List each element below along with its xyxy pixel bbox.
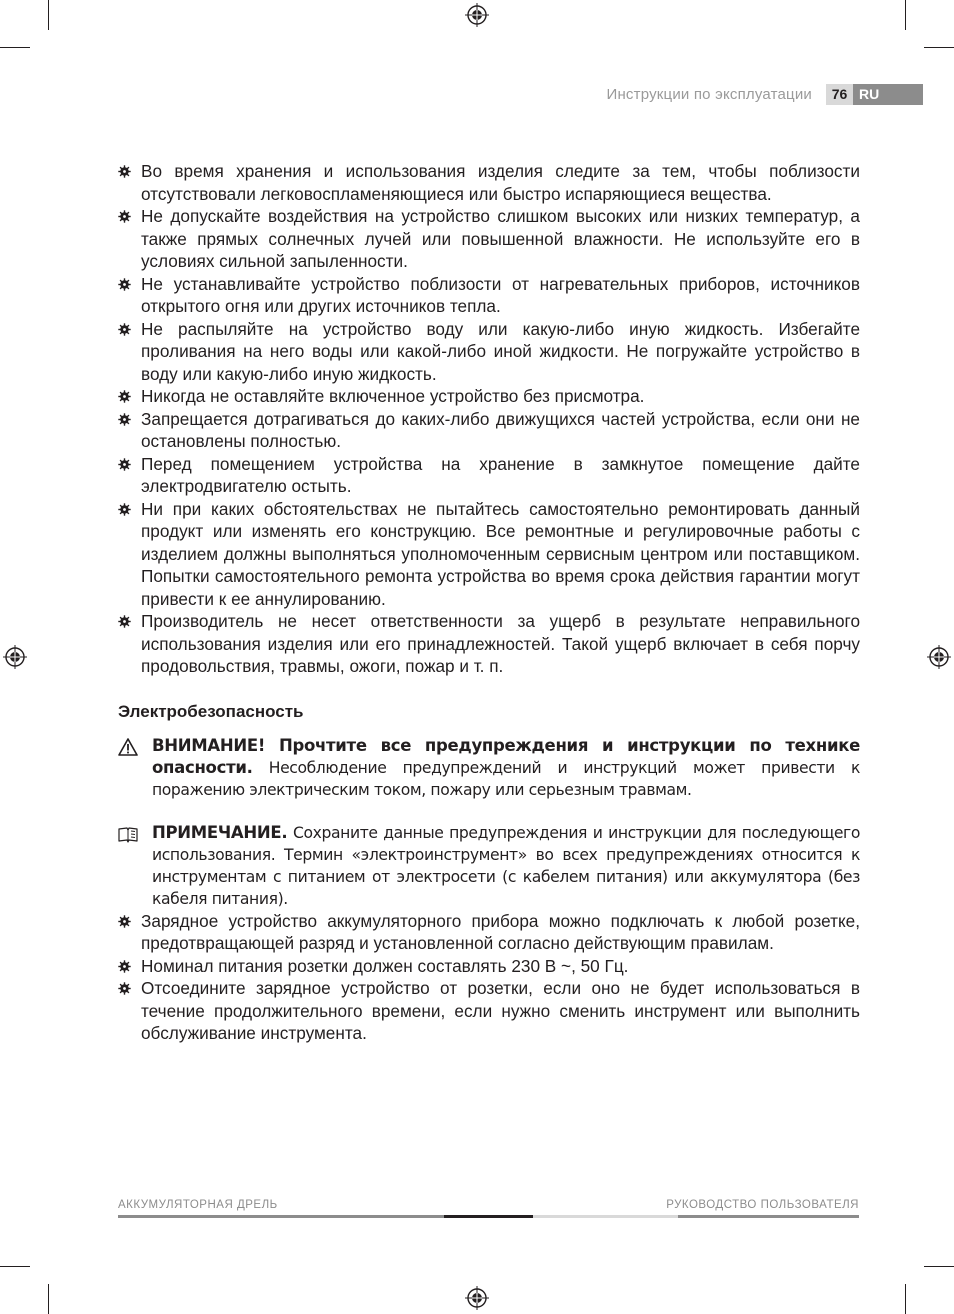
crop-mark: [0, 1266, 30, 1267]
list-item-text: Запрещается дотрагиваться до каких-либо движущихся частей устройства, если они не остановлены полностью.: [141, 408, 860, 451]
list-item: [118, 385, 860, 408]
bullet-icon: [118, 413, 131, 426]
page-number: 76: [826, 84, 853, 105]
registration-mark-icon: [465, 1286, 489, 1310]
list-item: [118, 408, 860, 453]
list-item: [118, 273, 860, 318]
section-title: Электробезопасность: [118, 701, 304, 721]
main-content: [118, 160, 860, 1045]
crop-mark: [924, 47, 954, 48]
registration-mark-icon: [927, 645, 951, 669]
footer-manual: РУКОВОДСТВО ПОЛЬЗОВАТЕЛЯ: [666, 1199, 859, 1211]
crop-mark: [924, 1266, 954, 1267]
list-item-text: Ни при каких обстоятельствах не пытайтесь самостоятельно ремонтировать данный продукт или изменять его конструкцию. Все ремонтные и регулировочные работы с изделием должны выполняться уполномоченным сервисным центром или поставщиком. Попытки самостоятельного ремонта устройства во время срока действия гарантии могут привести к ее аннулированию.: [141, 498, 860, 609]
list-item-text: Не устанавливайте устройство поблизости от нагревательных приборов, источников открытого огня или других источников тепла.: [141, 273, 860, 316]
bullet-icon: [118, 278, 131, 291]
note-notice: [118, 822, 860, 910]
bullet-icon: [118, 982, 131, 995]
list-item: [118, 955, 860, 978]
warning-triangle-icon: [118, 738, 138, 756]
footer-bar-gap: [533, 1215, 678, 1218]
bullet-icon: [118, 210, 131, 223]
note-lead: ПРИМЕЧАНИЕ.: [152, 822, 288, 842]
list-item-text: Номинал питания розетки должен составлять 230 В ~, 50 Гц.: [141, 955, 629, 976]
safety-list-top: [118, 160, 860, 678]
registration-mark-icon: [3, 645, 27, 669]
note-text: Сохраните данные предупреждения и инструкции для последующего использования. Термин «электроинструмент» во всех предупреждениях относится к инструментам с питанием от электросети (с кабелем питания) или аккумулятора (без кабеля питания).: [152, 823, 860, 908]
registration-mark-icon: [465, 3, 489, 27]
list-item-text: Перед помещением устройства на хранение в замкнутое помещение дайте электродвигателю остыть.: [141, 453, 860, 496]
list-item-text: Зарядное устройство аккумуляторного прибора можно подключать к любой розетке, предотвращающей разряд и установленной согласно действующим правилам.: [141, 910, 860, 953]
crop-mark: [48, 1284, 49, 1314]
warning-lead: ВНИМАНИЕ! Прочтите все предупреждения и инструкции по технике опасности.: [152, 735, 860, 777]
crop-mark: [905, 1284, 906, 1314]
list-item: [118, 910, 860, 955]
list-item-text: Не распыляйте на устройство воду или какую-либо иную жидкость. Избегайте проливания на него воды или какой-либо иной жидкости. Не погружайте устройство в воду или какую-либо иную жидкость.: [141, 318, 860, 384]
list-item: [118, 977, 860, 1045]
list-item: [118, 498, 860, 611]
list-item-text: Производитель не несет ответственности за ущерб в результате неправильного использования изделия или его принадлежностей. Такой ущерб включает в себя порчу продовольствия, травмы, ожоги, пожар и т. п.: [141, 611, 860, 676]
list-item: [118, 205, 860, 273]
list-item: [118, 160, 860, 205]
list-item: [118, 453, 860, 498]
bullet-icon: [118, 503, 131, 516]
bullet-icon: [118, 458, 131, 471]
crop-mark: [0, 47, 30, 48]
footer-bar-left: [118, 1215, 444, 1218]
safety-list-bottom: [118, 910, 860, 1045]
list-item: [118, 318, 860, 386]
bullet-icon: [118, 915, 131, 928]
language-code: RU: [853, 84, 923, 105]
bullet-icon: [118, 390, 131, 403]
list-item-text: Отсоедините зарядное устройство от розетки, если оно не будет использоваться в течение продолжительного времени, если нужно сменить инструмент или выполнить обслуживание инструмента.: [141, 978, 860, 1043]
bullet-icon: [118, 165, 131, 178]
warning-notice: [118, 735, 860, 801]
footer-bar-right: [678, 1215, 859, 1218]
page-badge: [826, 84, 923, 105]
footer-product: АККУМУЛЯТОРНАЯ ДРЕЛЬ: [118, 1199, 278, 1211]
bullet-icon: [118, 960, 131, 973]
bullet-icon: [118, 323, 131, 336]
list-item-text: Во время хранения и использования изделия следите за тем, чтобы поблизости отсутствовали легковоспламеняющиеся или быстро испаряющиеся вещества.: [141, 161, 860, 204]
crop-mark: [48, 0, 49, 30]
bullet-icon: [118, 615, 131, 628]
list-item-text: Не допускайте воздействия на устройство слишком высоких или низких температур, а также прямых солнечных лучей или повышенной влажности. Не используйте его в условиях сильной запыленности.: [141, 206, 860, 271]
list-item: [118, 610, 860, 678]
list-item-text: Никогда не оставляйте включенное устройство без присмотра.: [141, 386, 645, 406]
header-title: Инструкции по эксплуатации: [606, 86, 812, 103]
book-note-icon: [118, 825, 138, 843]
footer-bar-mid: [444, 1215, 533, 1218]
warning-text: Несоблюдение предупреждений и инструкций может привести к поражению электрическим током, пожару или серьезным травмам.: [152, 758, 860, 799]
crop-mark: [905, 0, 906, 30]
